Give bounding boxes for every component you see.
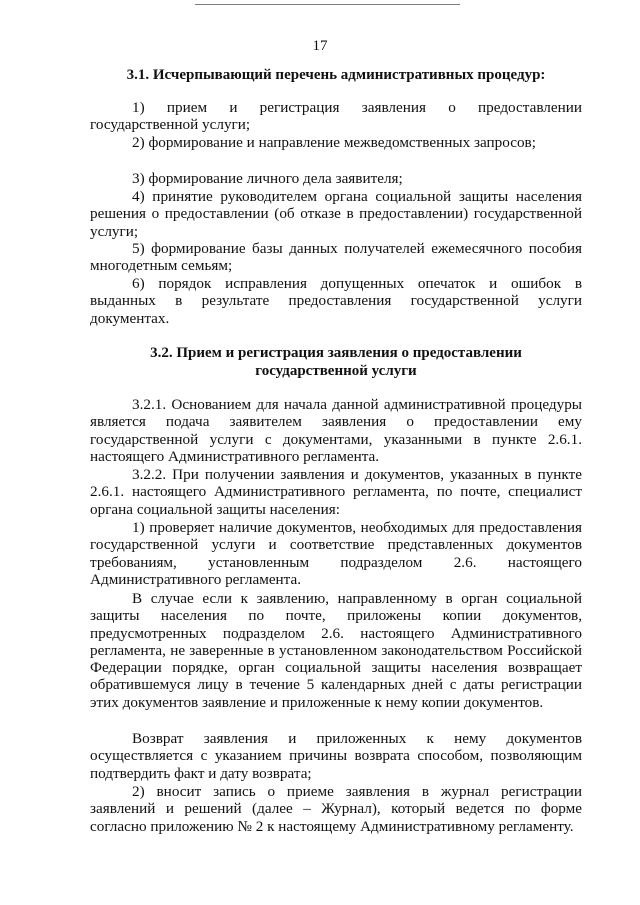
list-item: 5) формирование базы данных получателей ежемесячного пособия многодетным семьям; bbox=[90, 240, 582, 275]
paragraph-journal-entry: 2) вносит запись о приеме заявления в журнал регистрации заявлений и решений (далее – Журнал), который ведется по форме согласно приложению № 2 к настоящему Административному регламенту. bbox=[90, 783, 582, 835]
section-3-1-heading: 3.1. Исчерпывающий перечень административных процедур: bbox=[126, 67, 546, 83]
list-item: 2) формирование и направление межведомственных запросов; bbox=[132, 134, 536, 151]
section-3-2-heading-line2: государственной услуги bbox=[255, 363, 417, 379]
section-3-2-heading-line1: 3.2. Прием и регистрация заявления о предоставлении bbox=[150, 345, 522, 361]
list-item: 6) порядок исправления допущенных опечаток и ошибок в выданных в результате предоставления государственной услуги документах. bbox=[90, 275, 582, 327]
paragraph-check-documents: 1) проверяет наличие документов, необходимых для предоставления государственной услуги и соответствие представленных документов требованиям, установленным подразделом 2.6. настоящего Административного регламента. bbox=[90, 519, 582, 588]
list-item: 4) принятие руководителем органа социальной защиты населения решения о предоставлении (об отказе в предоставлении) государственной услуги; bbox=[90, 188, 582, 240]
top-edge-line bbox=[195, 4, 460, 5]
page-number: 17 bbox=[312, 38, 328, 54]
list-item: 3) формирование личного дела заявителя; bbox=[132, 170, 403, 187]
paragraph-3-2-1: 3.2.1. Основанием для начала данной административной процедуры является подача заявителем заявления о предоставлении ему государственной услуги с документами, указанными в пункте 2.6.1. настоящего Административного регламента. bbox=[90, 396, 582, 465]
paragraph-return-case: В случае если к заявлению, направленному в орган социальной защиты населения по почте, приложены копии документов, предусмотренных подразделом 2.6. настоящего Административного регламента, не заверенные в установленном законодательством Российской Федерации порядке, орган социальной защиты населения возвращает обратившемуся лицу в течение 5 календарных дней с даты регистрации этих документов заявление и приложенные к нему копии документов. bbox=[90, 590, 582, 711]
paragraph-return-reason: Возврат заявления и приложенных к нему документов осуществляется с указанием причины возврата способом, позволяющим подтвердить факт и дату возврата; bbox=[90, 730, 582, 782]
paragraph-3-2-2: 3.2.2. При получении заявления и документов, указанных в пункте 2.6.1. настоящего Административного регламента, по почте, специалист органа социальной защиты населения: bbox=[90, 466, 582, 518]
list-item: 1) прием и регистрация заявления о предоставлении государственной услуги; bbox=[90, 99, 582, 134]
